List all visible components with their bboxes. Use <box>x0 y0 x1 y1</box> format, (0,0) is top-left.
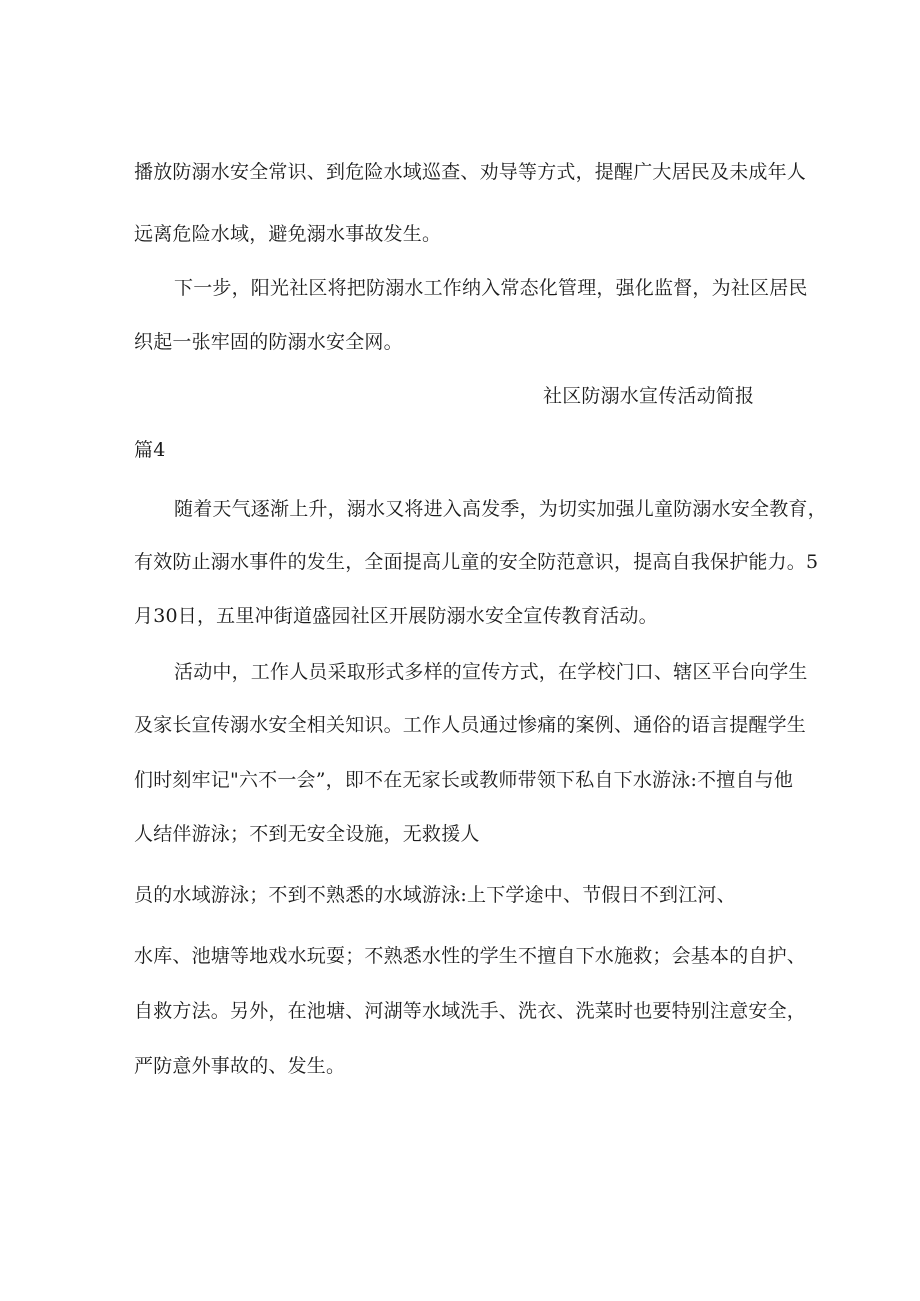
text-line: 月30日，五里冲街道盛园社区开展防溺水安全宣传教育活动。 <box>134 605 658 627</box>
text-line: 远离危险水域，避免溺水事故发生。 <box>134 223 442 245</box>
text-line: 人结伴游泳；不到无安全设施，无救援人 <box>134 823 480 845</box>
text-line: 播放防溺水安全常识、到危险水域巡查、劝导等方式，提醒广大居民及未成年人 <box>134 161 807 183</box>
text-line: 活动中，工作人员采取形式多样的宣传方式，在学校门口、辖区平台向学生 <box>174 661 808 683</box>
text-line: 员的水域游泳；不到不熟悉的水域游泳:上下学途中、节假日不到江河、 <box>134 884 736 906</box>
section-label: 篇4 <box>134 439 166 461</box>
section-title: 社区防溺水宣传活动简报 <box>543 385 755 407</box>
text-line: 织起一张牢固的防溺水安全网。 <box>134 331 403 353</box>
text-line: 严防意外事故的、发生。 <box>134 1055 346 1077</box>
text-line: 们时刻牢记"六不一会”，即不在无家长或教师带领下私自下水游泳:不擅自与他 <box>134 769 794 791</box>
text-line: 水库、池塘等地戏水玩耍；不熟悉水性的学生不擅自下水施救；会基本的自护、 <box>134 945 807 967</box>
text-line: 有效防止溺水事件的发生，全面提高儿童的安全防范意识，提高自我保护能力。5 <box>134 551 819 573</box>
text-line: 下一步，阳光社区将把防溺水工作纳入常态化管理，强化监督，为社区居民 <box>174 277 808 299</box>
text-line: 自救方法。另外，在池塘、河湖等水域洗手、洗衣、洗菜时也要特别注意安全， <box>134 1000 807 1022</box>
text-line: 及家长宣传溺水安全相关知识。工作人员通过惨痛的案例、通俗的语言提醒学生 <box>134 714 807 736</box>
text-line: 随着天气逐渐上升，溺水又将进入高发季，为切实加强儿童防溺水安全教育， <box>174 498 827 520</box>
